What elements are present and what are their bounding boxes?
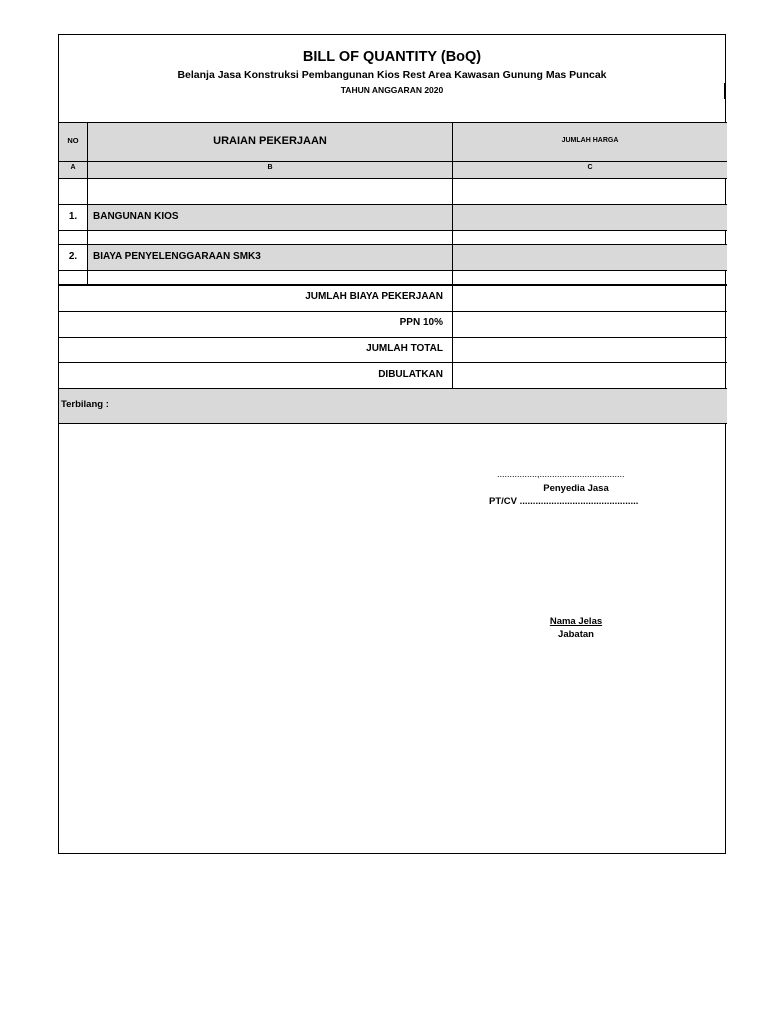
line-row-empty-bottom <box>59 204 727 205</box>
document-title: BILL OF QUANTITY (BoQ) <box>302 49 482 65</box>
line-spacer1-bottom <box>59 244 727 245</box>
line-item2-bottom <box>59 270 727 271</box>
line-sum2-bottom <box>59 337 727 338</box>
line-header-bottom <box>59 161 727 162</box>
line-sum3-bottom <box>59 362 727 363</box>
boq-sheet <box>58 34 726 854</box>
line-terbilang-bottom <box>59 423 727 424</box>
summary-dibulatkan: DIBULATKAN <box>378 369 443 380</box>
item-1-no: 1. <box>68 211 78 222</box>
summary-jumlah-biaya: JUMLAH BIAYA PEKERJAAN <box>305 291 443 302</box>
item-2-desc: BIAYA PENYELENGGARAAN SMK3 <box>93 251 261 262</box>
summary-ppn: PPN 10% <box>399 317 443 328</box>
column-header-jumlah: JUMLAH HARGA <box>561 137 619 144</box>
signature-place-date: ................,.................................. <box>497 469 625 479</box>
item-1-desc: BANGUNAN KIOS <box>93 211 179 222</box>
line-sum1-bottom <box>59 311 727 312</box>
signature-position: Jabatan <box>558 629 594 640</box>
line-items-end <box>59 284 727 286</box>
line-letter-bottom <box>59 178 727 179</box>
column-letter-a: A <box>70 164 76 171</box>
signature-name: Nama Jelas <box>549 616 603 627</box>
cell-cursor-marker <box>724 83 726 99</box>
line-item1-bottom <box>59 230 727 231</box>
signature-company: PT/CV ............................................. <box>489 496 639 507</box>
budget-year: TAHUN ANGGARAN 2020 <box>340 85 444 95</box>
line-sum4-bottom <box>59 388 727 389</box>
column-header-no: NO <box>67 136 79 145</box>
item-2-no: 2. <box>68 251 78 262</box>
line-header-top <box>59 122 727 123</box>
column-header-uraian: URAIAN PEKERJAAN <box>213 135 327 147</box>
terbilang-bg <box>59 389 727 424</box>
summary-jumlah-total: JUMLAH TOTAL <box>366 343 443 354</box>
signature-role: Penyedia Jasa <box>543 483 609 494</box>
terbilang-label: Terbilang : <box>61 399 109 410</box>
column-letter-b: B <box>267 164 273 171</box>
line-col-price <box>452 122 453 389</box>
document-subtitle: Belanja Jasa Konstruksi Pembangunan Kios Rest Area Kawasan Gunung Mas Puncak <box>177 69 607 81</box>
column-letter-c: C <box>587 164 593 171</box>
item-row-1-bg <box>88 205 727 230</box>
